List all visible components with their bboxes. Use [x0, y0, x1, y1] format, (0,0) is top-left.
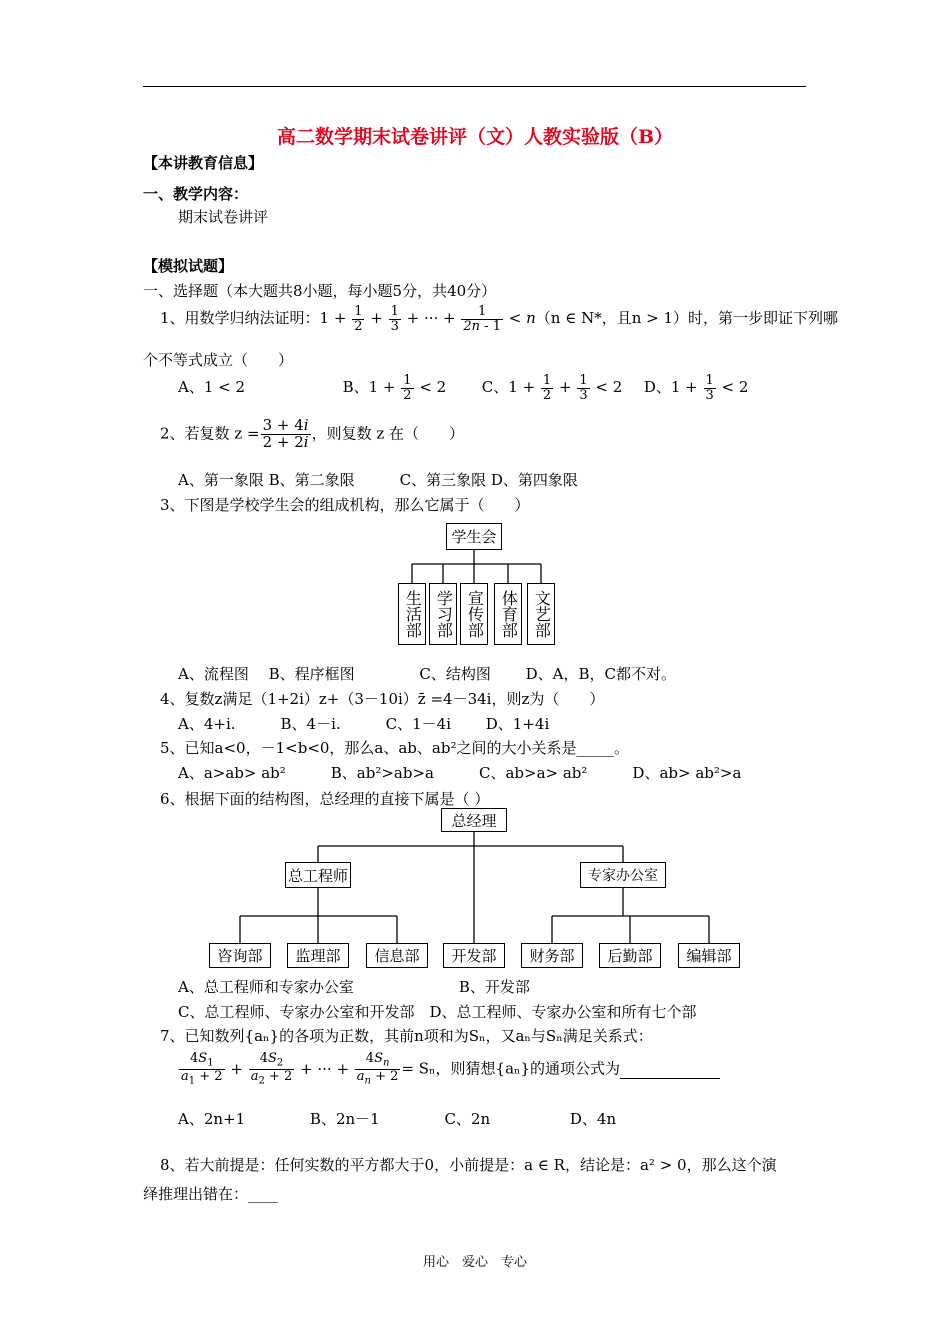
org-leaf-1: 咨询部 — [209, 943, 271, 968]
teaching-content: 期末试卷讲评 — [178, 208, 269, 226]
question-8: 8、若大前提是：任何实数的平方都大于0，小前提是：a ∈ R，结论是：a² > 0，那么这个演 — [160, 1156, 777, 1174]
org-leaf-4: 开发部 — [443, 943, 505, 968]
q5-options: A、a>ab> ab² B、ab²>ab>a C、ab>a> ab² D、ab> ab²>a — [178, 764, 742, 782]
q1-formula: 1 + $\frac{1}{2}$ + $\frac{1}{3}$ + ··· + $\frac{1}{2n - 1}$ < n — [319, 304, 536, 334]
page-footer: 用心 爱心 专心 — [422, 1255, 527, 1270]
q1-prefix: 1、用数学归纳法证明： — [160, 309, 320, 328]
question-3: 3、下图是学校学生会的组成机构，那么它属于（ ） — [160, 496, 530, 514]
org-chief-engineer: 总工程师 — [285, 862, 351, 888]
q6-options-1: A、总工程师和专家办公室 B、开发部 — [178, 978, 530, 996]
q2-prefix: 2、若复数 z = — [160, 424, 260, 443]
q7-options: A、2n+1 B、2n－1 C、2n D、4n — [178, 1110, 617, 1128]
org-root-general-manager: 总经理 — [441, 808, 507, 832]
q4-options: A、4+i. B、4－i. C、1－4i D、1+4i — [178, 715, 550, 733]
org-dept-5: 文艺部 — [527, 583, 555, 645]
page-title: 高二数学期末试卷讲评（文）人教实验版（B） — [276, 126, 674, 148]
teaching-content-heading: 一、教学内容： — [143, 185, 249, 203]
org-dept-1: 生活部 — [398, 583, 426, 645]
org-expert-office: 专家办公室 — [580, 862, 666, 888]
part1-heading: 一、选择题（本大题共8小题，每小题5分，共40分） — [143, 282, 497, 300]
org-leaf-7: 编辑部 — [678, 943, 740, 968]
q1-option-a: A、1 < 2 — [178, 378, 246, 397]
q8-continuation: 绎推理出错在：____ — [143, 1185, 279, 1203]
org-root-student-union: 学生会 — [446, 523, 502, 550]
org-leaf-3: 信息部 — [366, 943, 428, 968]
q7-formula: $\frac{4S_1}{a_1 + 2}$ + $\frac{4S_2}{a_2 + 2}$ + ··· + $\frac{4S_n}{a_n + 2}$ — [181, 1051, 399, 1087]
q1-option-d-formula: 1 + $\frac{1}{3}$ < 2 — [670, 373, 749, 403]
q7-suffix: = Sₙ，则猜想{aₙ}的通项公式为 — [401, 1059, 621, 1078]
question-7: 7、已知数列{aₙ}的各项为正数，其前n项和为Sₙ，又aₙ与Sₙ满足关系式： — [160, 1027, 653, 1045]
q1-option-c-label: C、 — [481, 378, 509, 397]
q7-formula-line — [178, 1052, 720, 1087]
q2-fraction: $\frac{3 + 4i}{2 + 2i}$ — [262, 416, 309, 451]
question-5: 5、已知a<0，－1<b<0，那么a、ab、ab²之间的大小关系是_____。 — [160, 739, 629, 757]
q3-options: A、流程图 B、程序框图 C、结构图 D、A，B，C都不对。 — [178, 665, 676, 683]
q7-answer-blank — [620, 1060, 720, 1079]
q1-continuation: 个不等式成立（ ） — [143, 351, 294, 369]
q1-option-c-formula: 1 + $\frac{1}{2}$ + $\frac{1}{3}$ < 2 — [508, 373, 623, 403]
q1-condition: （n ∈ N*，且n > 1）时，第一步即证下列哪 — [535, 309, 839, 328]
org-leaf-5: 财务部 — [521, 943, 583, 968]
q2-options: A、第一象限 B、第二象限 C、第三象限 D、第四象限 — [178, 471, 578, 489]
org-dept-4: 体育部 — [494, 583, 522, 645]
q6-options-2: C、总工程师、专家办公室和开发部 D、总工程师、专家办公室和所有七个部 — [178, 1003, 697, 1021]
section-info-heading: 【本讲教育信息】 — [143, 154, 264, 172]
question-6: 6、根据下面的结构图，总经理的直接下属是（ ） — [160, 790, 490, 808]
org-dept-3: 宣传部 — [460, 583, 488, 645]
q1-option-b-formula: 1 + $\frac{1}{2}$ < 2 — [368, 373, 447, 403]
q1-option-b-label: B、 — [342, 378, 369, 397]
section-mock-heading: 【模拟试题】 — [143, 257, 234, 275]
question-4: 4、复数z满足（1+2i）z+（3－10i）z̄ =4－34i，则z为（ ） — [160, 690, 605, 708]
org-leaf-2: 监理部 — [287, 943, 349, 968]
q2-suffix: ，则复数 z 在（ ） — [311, 424, 465, 443]
org-leaf-6: 后勤部 — [599, 943, 661, 968]
org-dept-2: 学习部 — [429, 583, 457, 645]
q1-option-d-label: D、 — [643, 378, 671, 397]
